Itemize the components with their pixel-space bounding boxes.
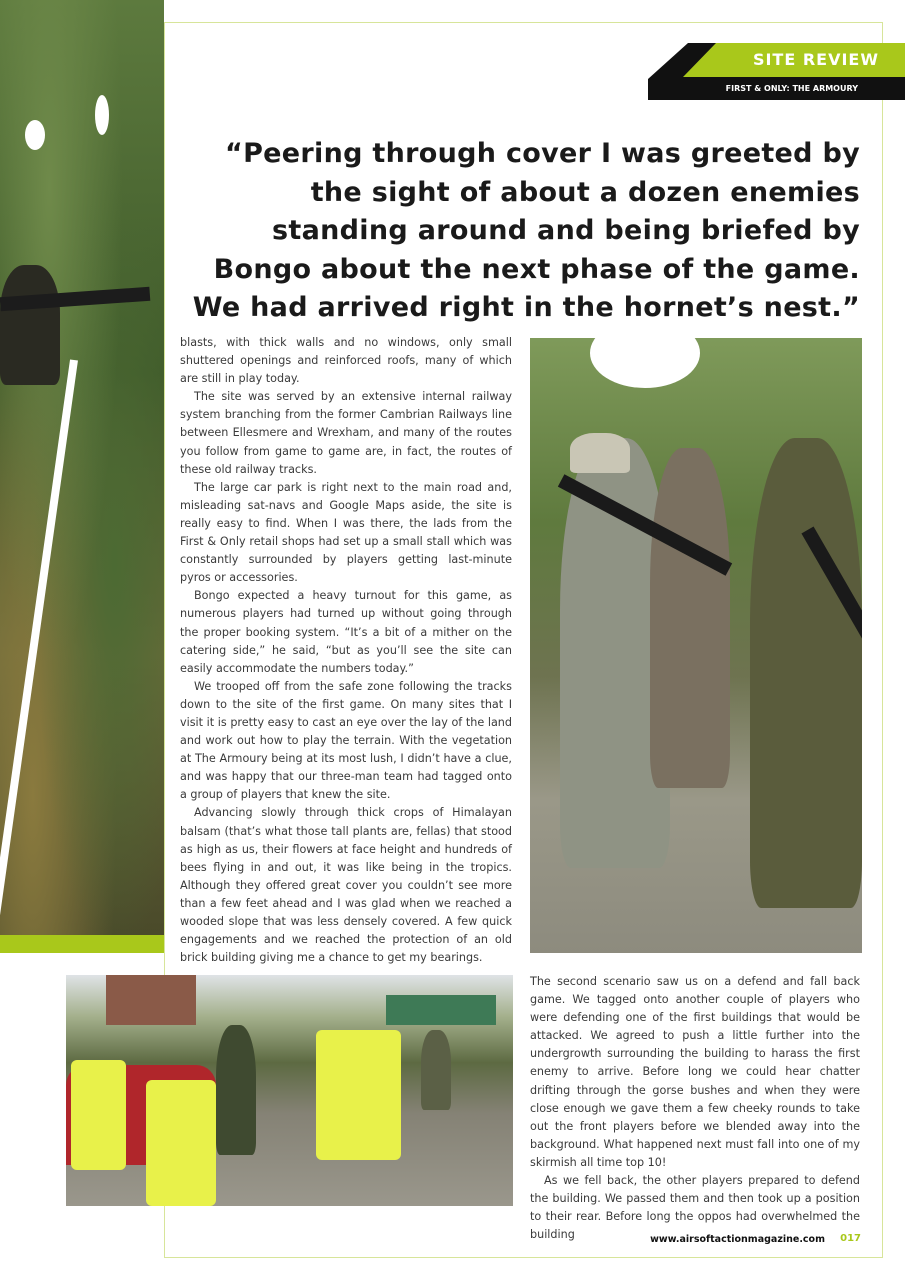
player-figure	[750, 438, 862, 908]
player-figure	[421, 1030, 451, 1110]
brick-building	[106, 975, 196, 1025]
accent-bar	[0, 935, 164, 953]
article-column-1	[180, 334, 512, 967]
marshal-vest	[316, 1030, 401, 1160]
paragraph: blasts, with thick walls and no windows, only small shuttered openings and reinforced roofs, many of which are still in play today.	[180, 336, 512, 386]
player-figure	[216, 1025, 256, 1155]
footer-url: www.airsoftactionmagazine.com	[650, 1234, 825, 1245]
page-number: 017	[840, 1233, 861, 1244]
left-edge-photo	[0, 0, 164, 935]
marshal-vest	[146, 1080, 216, 1206]
paragraph: As we fell back, the other players prepared to defend the building. We passed them and then took up a position to their rear. Before long the oppos had overwhelmed the building	[530, 1174, 860, 1242]
player-cap	[570, 433, 630, 473]
paragraph: The large car park is right next to the main road and, misleading sat-navs and Google Maps aside, the site is really easy to find. When I was there, the lads from the First & Only retail shops had set up a small stall which was constantly surrounded by players getting last-minute pyros or accessories.	[180, 480, 512, 585]
player-figure	[650, 448, 730, 788]
pull-quote: “Peering through cover I was greeted by the sight of about a dozen enemies standing around and being briefed by Bongo about the next phase of the game. We had arrived right in the hornet’s nest.”	[192, 138, 860, 323]
soldier-silhouette	[0, 265, 60, 385]
section-subtitle: FIRST & ONLY: THE ARMOURY	[725, 84, 858, 93]
paragraph: Bongo expected a heavy turnout for this game, as numerous players had turned up without going through the proper booking system. “It’s a bit of a mither on the catering side,” he said, “but as you’ll see the site can easily accommodate the numbers today.”	[180, 589, 512, 675]
paint-splat	[95, 95, 109, 135]
photo-briefing	[66, 975, 513, 1206]
article-column-2	[530, 973, 860, 1244]
marshal-vest	[71, 1060, 126, 1170]
paint-splat	[25, 120, 45, 150]
paragraph: Advancing slowly through thick crops of Himalayan balsam (that’s what those tall plants are, fellas) that stood as high as us, their flowers at face height and hundreds of bees flying in and out, it was like being in the tropics. Although they offered great cover you couldn’t see more than a few feet ahead and I was glad when we reached a wooded slope that was less densely covered. A few quick engagements and we reached the protection of an old brick building giving me a chance to get my bearings.	[180, 806, 512, 965]
paragraph: The second scenario saw us on a defend and fall back game. We tagged onto another couple of players who were defending one of the first buildings that would be attacked. We agreed to push a little further into the undergrowth surrounding the building to harass the first enemy to arrive. Before long we could hear chatter drifting through the gorse bushes and when they were close enough we gave them a few cheeky rounds to take out the front players before we blended away into the background. What happened next must fall into one of my skirmish all time top 10!	[530, 975, 860, 1169]
paint-streak	[0, 359, 78, 934]
gazebo	[386, 995, 496, 1025]
paragraph: We trooped off from the safe zone following the tracks down to the site of the first game. On many sites that I visit it is pretty easy to cast an eye over the lay of the land and work out how to play the terrain. With the vegetation at The Armoury being at its most lush, I didn’t have a clue, and was happy that our three-man team had tagged onto a group of players that knew the site.	[180, 679, 512, 802]
section-title: SITE REVIEW	[752, 50, 879, 69]
paint-splat	[590, 338, 700, 388]
photo-players-walking	[530, 338, 862, 953]
paragraph: The site was served by an extensive internal railway system branching from the former Cambrian Railways line between Ellesmere and Wrexham, and many of the routes you follow from game to game are, in fact, the routes of these old railway tracks.	[180, 390, 512, 476]
